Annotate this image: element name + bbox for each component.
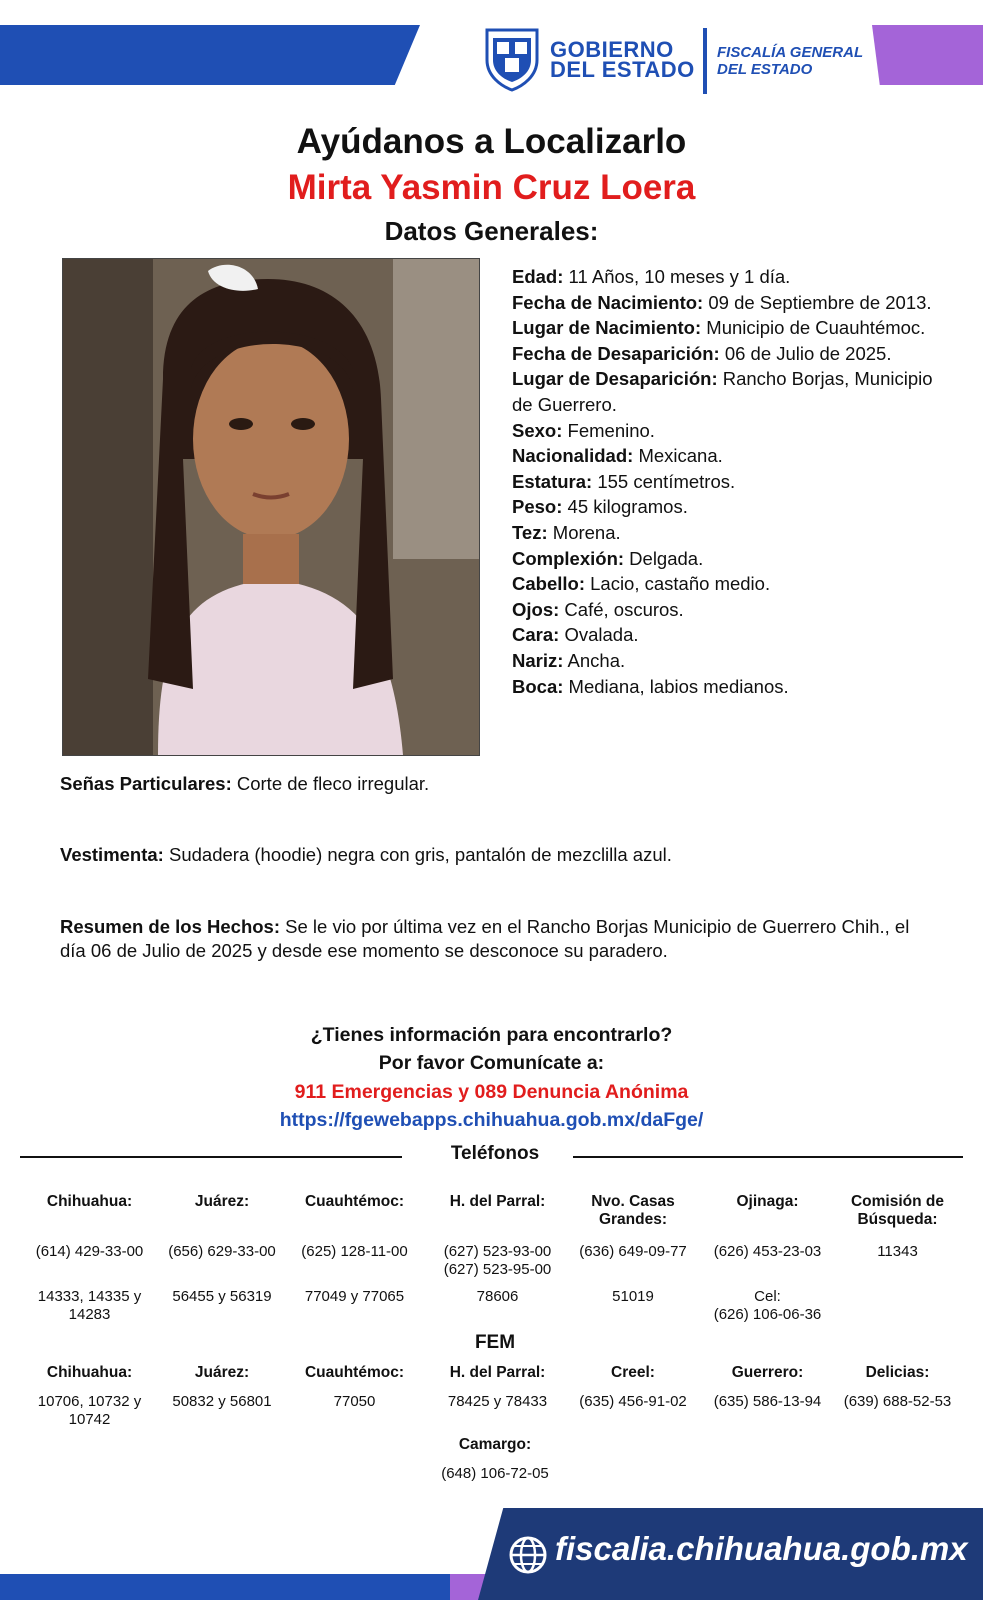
section-title: Datos Generales: [384, 216, 599, 246]
tel-chihuahua-phone: (614) 429-33-00 [35, 1243, 144, 1260]
data-row-cabello: Cabello: Lacio, castaño medio. [512, 573, 771, 595]
missing-person-photo [62, 258, 480, 756]
tel-parral-ext: 78606 [476, 1288, 519, 1305]
data-row-edad: Edad: 11 Años, 10 meses y 1 día. [512, 266, 791, 287]
divider-right [573, 1156, 963, 1158]
page-title: Ayúdanos a Localizarlo [296, 122, 687, 161]
data-row-nariz: Nariz: Ancha. [512, 649, 626, 671]
divider-left [20, 1156, 402, 1158]
data-row-nacionalidad: Nacionalidad: Mexicana. [512, 445, 723, 467]
tel-chihuahua-ext: 14333, 14335 y 14283 [37, 1288, 142, 1323]
tel-parral-phone: (627) 523-93-00 (627) 523-95-00 [443, 1243, 552, 1278]
fiscalia-line2: DEL ESTADO [717, 61, 813, 78]
tel-col-chihuahua: Chihuahua: [46, 1193, 133, 1210]
tel-juarez-phone: (656) 629-33-00 [168, 1243, 276, 1260]
gobierno-logo-text [550, 37, 695, 82]
fiscalia-line1: FISCALÍA GENERAL [717, 44, 864, 61]
logo-separator [703, 28, 707, 94]
cta-question: ¿Tienes información para encontrarlo? [310, 1024, 673, 1046]
tel-nvo-casas-grandes-ext: 51019 [612, 1288, 654, 1305]
globe-icon [508, 1535, 548, 1575]
vestimenta: Vestimenta: Sudadera (hoodie) negra con gris, pantalón de mezclilla azul. [60, 844, 672, 865]
tel-comision-phone: 11343 [877, 1243, 918, 1260]
fem-col-camargo: Camargo: (648) 106-72-05 [441, 1436, 549, 1482]
data-row-lugar-desaparicion: Lugar de Desaparición: Rancho Borjas, Municipio de Guerrero. [512, 368, 933, 415]
tel-cuauhtemoc-ext: 77049 y 77065 [304, 1288, 405, 1305]
tel-col-comision-busqueda: Comisión de Búsqueda: [850, 1193, 944, 1228]
tel-ojinaga-phone: (626) 453-23-03 [713, 1243, 822, 1260]
cta-url-link[interactable]: https://fgewebapps.chihuahua.gob.mx/daFge/ [279, 1109, 704, 1131]
tel-col-juarez: Juárez: [194, 1193, 250, 1210]
tel-col-parral: H. del Parral: [449, 1193, 546, 1210]
header-purple-bar [872, 25, 983, 85]
footer-website-link[interactable]: fiscalia.chihuahua.gob.mx [555, 1530, 968, 1567]
tel-ojinaga-cel: Cel: (626) 106-06-36 [713, 1288, 822, 1323]
data-row-peso: Peso: 45 kilogramos. [512, 496, 688, 518]
fem-col-creel: Creel: (635) 456-91-02 [579, 1364, 687, 1410]
gobierno-line2: DEL ESTADO [550, 57, 695, 82]
data-row-lugar-nacimiento: Lugar de Nacimiento: Municipio de Cuauhtémoc. [512, 317, 926, 339]
data-row-tez: Tez: Morena. [512, 521, 621, 543]
tel-col-ojinaga: Ojinaga: [736, 1193, 799, 1210]
fem-col-juarez: Juárez: 50832 y 56801 [172, 1364, 272, 1410]
resumen-hechos: Resumen de los Hechos: Se le vio por última vez en el Rancho Borjas Municipio de Guerrero Chih., el día 06 de Julio de 2025 y desde ese momento se desconoce su paradero. [60, 916, 910, 961]
fem-col-parral: H. del Parral: 78425 y 78433 [447, 1364, 548, 1410]
tel-nvo-casas-grandes-phone: (636) 649-09-77 [579, 1243, 687, 1260]
senas-particulares: Señas Particulares: Corte de fleco irregular. [60, 773, 430, 794]
data-row-estatura: Estatura: 155 centímetros. [512, 470, 736, 492]
data-row-fecha-desaparicion: Fecha de Desaparición: 06 de Julio de 2025. [512, 342, 892, 364]
tel-col-nvo-casas-grandes: Nvo. Casas Grandes: [591, 1193, 675, 1228]
fem-title: FEM [474, 1332, 516, 1353]
fem-col-guerrero: Guerrero: (635) 586-13-94 [713, 1364, 822, 1410]
fem-col-delicias: Delicias: (639) 688-52-53 [843, 1364, 952, 1410]
cta-contact: Por favor Comunícate a: [378, 1052, 605, 1074]
data-row-fecha-nacimiento: Fecha de Nacimiento: 09 de Septiembre de 2013. [512, 291, 932, 313]
fem-col-cuauhtemoc: Cuauhtémoc: 77050 [304, 1364, 405, 1410]
telefonos-title: Teléfonos [450, 1143, 540, 1164]
cta-emergency-numbers: 911 Emergencias y 089 Denuncia Anónima [294, 1081, 689, 1103]
fiscalia-logo-text [717, 44, 863, 78]
header-blue-bar [0, 25, 420, 85]
tel-col-cuauhtemoc: Cuauhtémoc: [304, 1193, 405, 1210]
general-data-list [512, 264, 952, 699]
person-photo-icon [63, 259, 479, 755]
gobierno-line1: GOBIERNO [550, 37, 674, 62]
missing-person-name: Mirta Yasmin Cruz Loera [287, 168, 696, 207]
state-shield-icon [483, 26, 541, 92]
data-row-sexo: Sexo: Femenino. [512, 419, 655, 441]
data-row-cara: Cara: Ovalada. [512, 624, 639, 646]
data-row-boca: Boca: Mediana, labios medianos. [512, 675, 789, 697]
data-row-complexion: Complexión: Delgada. [512, 547, 704, 569]
tel-cuauhtemoc-phone: (625) 128-11-00 [301, 1243, 408, 1260]
tel-juarez-ext: 56455 y 56319 [172, 1288, 272, 1305]
fem-col-chihuahua: Chihuahua: 10706, 10732 y 10742 [37, 1364, 142, 1428]
data-row-ojos: Ojos: Café, oscuros. [512, 598, 684, 620]
footer-blue-bar [0, 1574, 450, 1600]
